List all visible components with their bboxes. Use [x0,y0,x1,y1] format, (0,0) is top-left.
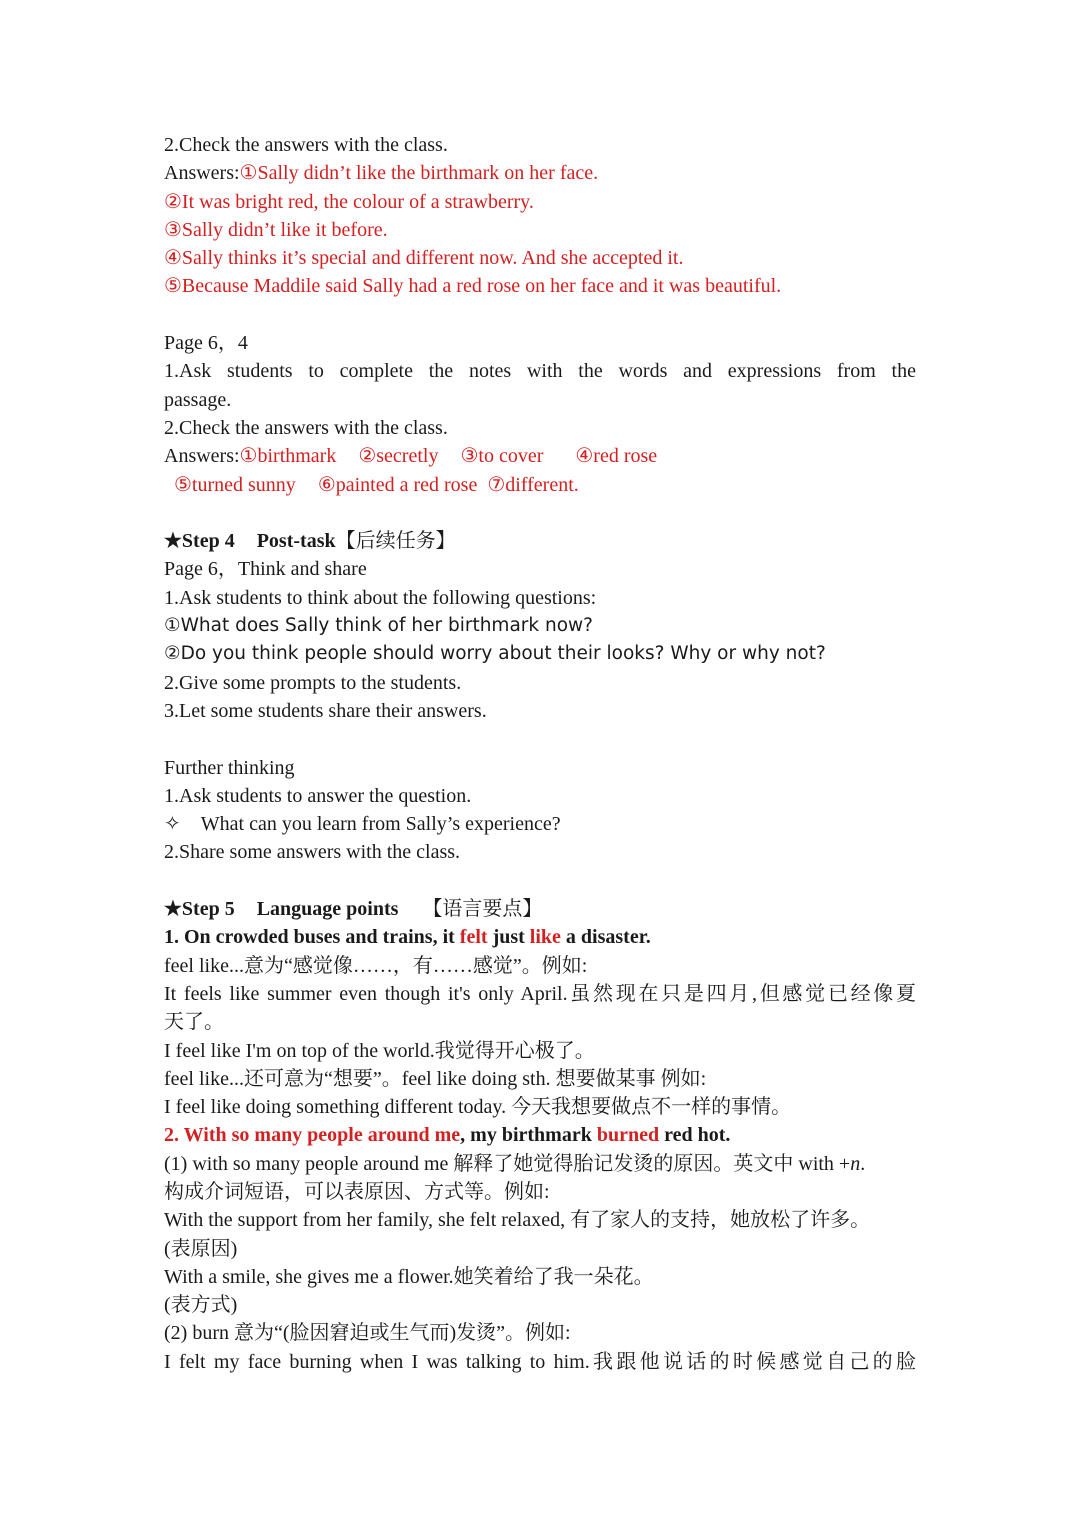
answer-6: ⑥painted a red rose [317,473,478,496]
answers-label: Answers: [164,445,240,468]
page-reference: Page 6，4 [164,332,248,355]
answer-3: ③Sally didn’t like it before. [164,218,388,241]
language-point-2: 2. With so many people around me, my birthmark burned red hot. [164,1124,731,1147]
diamond-bullet-icon: ✧ [164,813,181,836]
answer-5: ⑤turned sunny [174,473,296,496]
instruction-line: 2.Give some prompts to the students. [164,671,462,694]
instruction-line: 3.Let some students share their answers. [164,699,487,722]
check-answers-line: 2.Check the answers with the class. [164,416,448,439]
explanation-line: feel like...意为“感觉像……，有……感觉”。例如: [164,954,588,977]
example-line: I feel like I'm on top of the world.我觉得开心极了。 [164,1039,595,1062]
section-heading-step5: ★Step 5 Language points 【语言要点】 [164,898,543,921]
example-line: I felt my face burning when I was talking to him.我跟他说话的时候感觉自己的脸 [164,1350,916,1373]
answer-7: ⑦different. [487,473,579,496]
answers-line-cont [164,471,916,499]
explanation-line: (2) burn 意为“(脸因窘迫或生气而)发烫”。例如: [164,1322,571,1345]
check-answers-line: 2.Check the answers with the class. [164,134,448,156]
instruction-line: 1.Ask students to complete the notes with the words and expressions from the [164,360,916,383]
answers-line [164,159,916,187]
question-2: ②Do you think people should worry about their looks? Why or why not? [164,643,826,665]
instruction-line: 2.Share some answers with the class. [164,841,461,864]
answers-label: Answers: [164,162,240,185]
example-line: It feels like summer even though it's only April.虽然现在只是四月,但感觉已经像夏 [164,982,916,1005]
explanation-line-cont: 构成介词短语，可以表原因、方式等。例如: [164,1180,550,1203]
answers-line [164,442,916,470]
instruction-line: 1.Ask students to think about the following questions: [164,586,597,609]
example-line-cont: 天了。 [164,1011,224,1034]
language-point-1: 1. On crowded buses and trains, it felt just like a disaster. [164,926,651,949]
answer-5: ⑤Because Maddile said Sally had a red rose on her face and it was beautiful. [164,275,782,298]
example-line: With the support from her family, she felt relaxed, 有了家人的支持，她放松了许多。 [164,1209,871,1232]
question-1: ①What does Sally think of her birthmark now? [164,615,593,637]
answer-2: ②secretly [358,445,439,468]
explanation-line: feel like...还可意为“想要”。feel like doing sth. 想要做某事 例如: [164,1067,707,1090]
answer-4: ④Sally thinks it’s special and different now. And she accepted it. [164,247,684,270]
instruction-line: 1.Ask students to answer the question. [164,784,472,807]
example-line: I feel like doing something different today. 今天我想要做点不一样的事情。 [164,1096,792,1119]
answer-4: ④red rose [575,445,658,468]
explanation-line: (1) with so many people around me 解释了她觉得胎记发烫的原因。英文中 with +n. [164,1152,866,1175]
answer-1: ①Sally didn’t like the birthmark on her face. [239,162,599,185]
answer-2: ②It was bright red, the colour of a strawberry. [164,190,534,213]
document-page [164,131,916,1376]
bullet-question: ✧ What can you learn from Sally’s experience? [164,813,561,836]
answer-3: ③to cover [460,445,544,468]
usage-note: (表原因) [164,1237,238,1260]
example-line: With a smile, she gives me a flower.她笑着给了我一朵花。 [164,1265,654,1288]
usage-note: (表方式) [164,1294,238,1317]
answer-1: ①birthmark [239,445,337,468]
page-reference: Page 6，Think and share [164,558,367,581]
section-heading-step4: ★Step 4 Post-task【后续任务】 [164,530,456,553]
instruction-line-cont: passage. [164,388,232,411]
further-thinking-title: Further thinking [164,756,295,779]
